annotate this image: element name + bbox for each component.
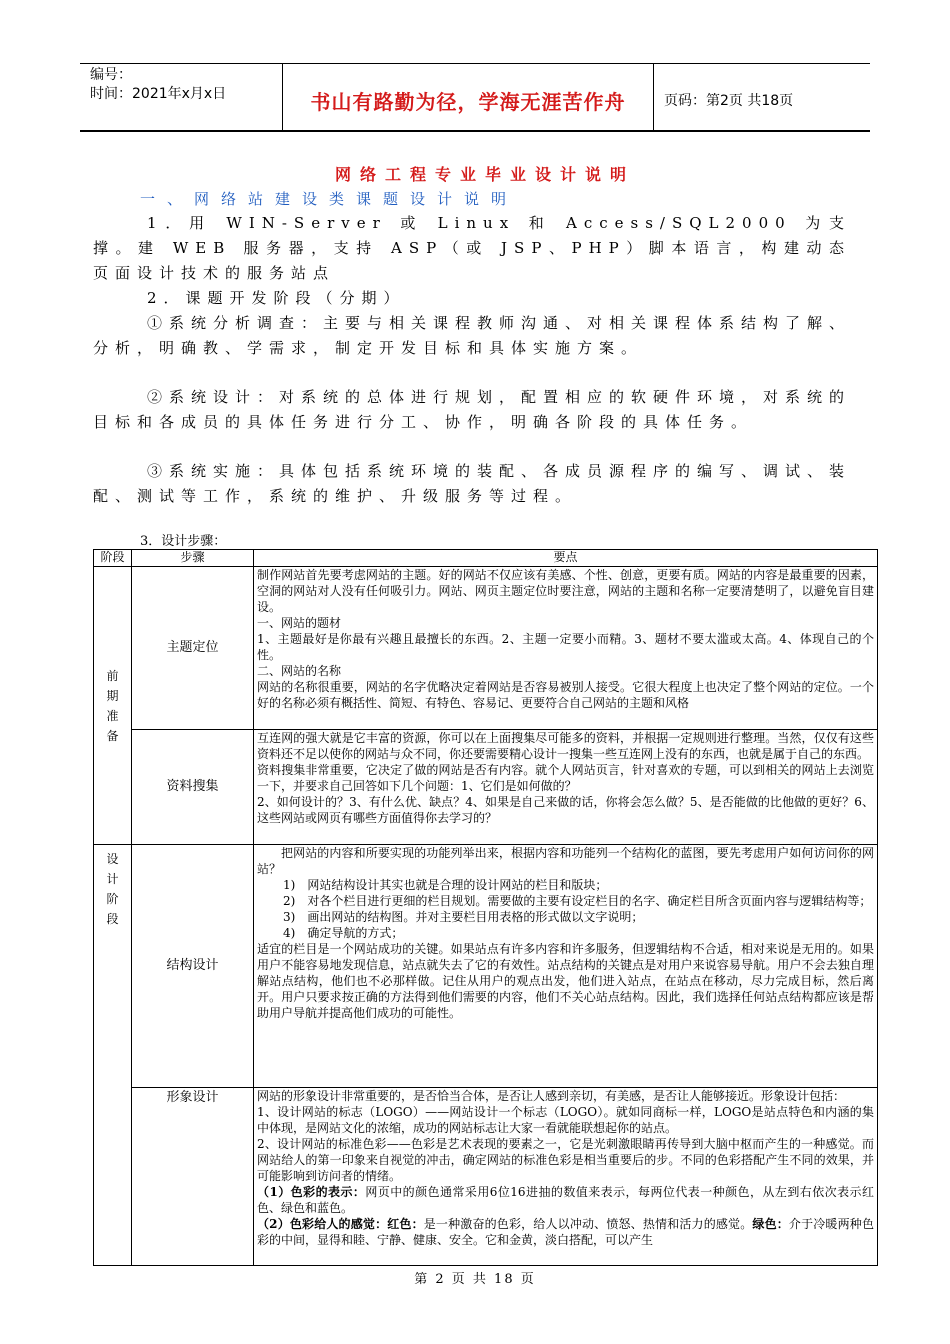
page-footer: 第 2 页 共 18 页: [414, 1272, 536, 1287]
text-line: 把网站的内容和所要实现的功能列举出来，根据内容和功能列一个结构化的蓝图，要先考虑用户如何访问你的网站？: [257, 846, 874, 876]
paragraph-design: ②系统设计：对系统的总体进行规划，配置相应的软硬件环境，对系统的目标和各成员的具体任务进行分工、协作，明确各阶段的具体任务。: [93, 388, 852, 431]
bold-label: 红色：: [387, 1217, 424, 1231]
header-points: 要点: [254, 550, 878, 567]
paragraph-implementation: ③系统实施：具体包括系统环境的装配、各成员源程序的编写、调试、装配、测试等工作，系统的维护、升级服务等过程。: [93, 462, 852, 505]
header-stage: 阶段: [94, 550, 132, 567]
bold-label: （2）色彩给人的感觉：: [257, 1217, 388, 1231]
list-item: 3) 画出网站的结构图。并对主要栏目用表格的形式做以文字说明；: [283, 910, 644, 924]
bold-label: 绿色：: [752, 1217, 789, 1231]
stage-label-prep: 前期准备: [106, 668, 119, 743]
text-line: [257, 1184, 874, 1216]
list-item: 4) 确定导航的方式；: [283, 926, 404, 940]
header-meta: [90, 66, 226, 104]
list-item: 1) 网站结构设计其实也就是合理的设计网站的栏目和版块；: [283, 878, 608, 892]
time-label: 时间：2021年x月x日: [90, 86, 227, 102]
table-header-row: [94, 550, 878, 567]
header-page-code: 页码：第2页 共18页: [664, 93, 794, 109]
table-row: [94, 1088, 878, 1266]
header-bottom-rule: [80, 130, 870, 132]
step-image: 形象设计: [132, 1088, 254, 1266]
text-line: 网站的名称很重要，网站的名字优略决定着网站是否容易被别人接受。它很大程度上也决定了整个网站的定位。一个好的名称必须有概括性、简短、有特色、容易记、更要符合自己网站的主题和风格: [257, 680, 874, 710]
paragraph-phases: 2．课题开发阶段（分期）: [147, 289, 406, 307]
list-item: 2) 对各个栏目进行更细的栏目规划。需要做的主要有设定栏目的名字、确定栏目所含页面内容与逻辑结构等；: [283, 894, 872, 908]
text-line: 1、设计网站的标志（LOGO）——网站设计一个标志（LOGO）。就如同商标一样，LOGO是站点特色和内涵的集中体现，是网站文化的浓缩，成功的网站标志让大家一看就能联想起你的站点。: [257, 1105, 874, 1135]
stage-label-design: 设计阶段: [106, 852, 119, 926]
text-line: 互连网的强大就是它丰富的资源，你可以在上面搜集尽可能多的资料，并根据一定规则进行整理。当然，仅仅有这些资料还不足以使你的网站与众不同，你还要需要精心设计一搜集一些互连网上没有的东西，也就是属于自己的东西。: [257, 731, 874, 761]
paragraph-platform: 1．用 WIN-Server 或 Linux 和 Access/SQL2000 为支撑。建 WEB 服务器，支持 ASP（或 JSP、PHP）脚本语言，构建动态页面设计技术的服务站点: [93, 214, 851, 282]
points-structure: [254, 845, 878, 1088]
bold-label: （1）色彩的表示：: [257, 1185, 366, 1199]
steps-heading: 3．设计步骤：: [140, 534, 227, 549]
text-line: 资料搜集非常重要，它决定了做的网站是否有内容。就个人网站页言，针对喜欢的专题，可以到相关的网站上去浏览一下，并要求自己回答如下几个问题：1、它们是如何做的？: [257, 763, 874, 793]
points-research: [254, 730, 878, 845]
points-theme: [254, 567, 878, 730]
text-line: 1、主题最好是你最有兴趣且最擅长的东西。2、主题一定要小而精。3、题材不要太滥或太高。4、体现自己的个性。: [257, 632, 874, 662]
section-heading: 一、网络站建设类课题设计说明: [140, 190, 519, 208]
table-row: [94, 845, 878, 1088]
step-theme: 主题定位: [132, 567, 254, 730]
text-line: 网站的形象设计非常重要的，是否恰当合体，是否让人感到亲切，有美感，是否让人能够接近。形象设计包括：: [257, 1089, 846, 1103]
stage-cell-design: [94, 845, 132, 1266]
text-line: 二、网站的名称: [257, 664, 342, 678]
paragraph-analysis: ①系统分析调查：主要与相关课程教师沟通、对相关课程体系结构了解、分析，明确教、学需求，制定开发目标和具体实施方案。: [93, 314, 852, 357]
text-span: 是一种激奋的色彩，给人以冲动、愤怒、热情和活力的感觉。: [423, 1217, 753, 1231]
text-line: [257, 1216, 874, 1248]
text-span: 介于冷暖两种色彩的中间，显得和睦、宁静、健康、安全。它和金黄，淡白搭配，可以产生: [257, 1217, 874, 1247]
stage-cell-prep: [94, 567, 132, 845]
text-line: 制作网站首先要考虑网站的主题。好的网站不仅应该有美感、个性、创意，更要有质。网站的内容是最重要的因素，空洞的网站对人没有任何吸引力。网站、网页主题定位时要注意，网站的主题和名称一定要清楚明了，以避免盲目建设。: [257, 568, 874, 614]
points-image: [254, 1088, 878, 1266]
text-line: 一、网站的题材: [257, 616, 342, 630]
table-row: [94, 730, 878, 845]
text-span: 网页中的颜色通常采用6位16进抽的数值来表示，每两位代表一种颜色，从左到右依次表示红色、绿色和蓝色。: [257, 1185, 874, 1215]
header-top-rule: [80, 63, 870, 64]
header-motto: 书山有路勤为径，学海无涯苦作舟: [310, 90, 626, 114]
step-research: 资料搜集: [132, 730, 254, 845]
table-row: [94, 567, 878, 730]
header-divider-right: [653, 63, 654, 131]
number-label: 编号：: [90, 67, 132, 83]
text-line: 2、如何设计的？3、有什么优、缺点？4、如果是自己来做的话，你将会怎么做？5、是否能做的比他做的更好？6、这些网站或网页有哪些方面值得你去学习的？: [257, 795, 874, 825]
step-structure: 结构设计: [132, 845, 254, 1088]
text-line: 适宜的栏目是一个网站成功的关键。如果站点有许多内容和许多服务，但逻辑结构不合适，相对来说是无用的。如果用户不能容易地发现信息，站点就失去了它的有效性。站点结构的关键点是对用户来说容易导航。用户不会去独自理解站点结构，他们也不必那样做。记住从用户的观点出发，他们进入站点，在站点在移动，尽力完成目标，然后离开。用户只要求按正确的方法得到他们需要的内容，他们不关心站点结构。因此，我们选择任何站点结构都应该是帮助用户导航并提高他们成功的可能性。: [257, 942, 874, 1020]
design-steps-table: [93, 549, 878, 1266]
document-title: 网络工程专业毕业设计说明: [334, 165, 635, 184]
text-line: 2、设计网站的标准色彩——色彩是艺术表现的要素之一，它是光刺激眼睛再传导到大脑中枢而产生的一种感觉。而网站给人的第一印象来自视觉的冲击，确定网站的标准色彩是相当重要后的步。不同的色彩搭配产生不同的效果，并可能影响到访问者的情绪。: [257, 1137, 874, 1183]
header-step: 步骤: [132, 550, 254, 567]
